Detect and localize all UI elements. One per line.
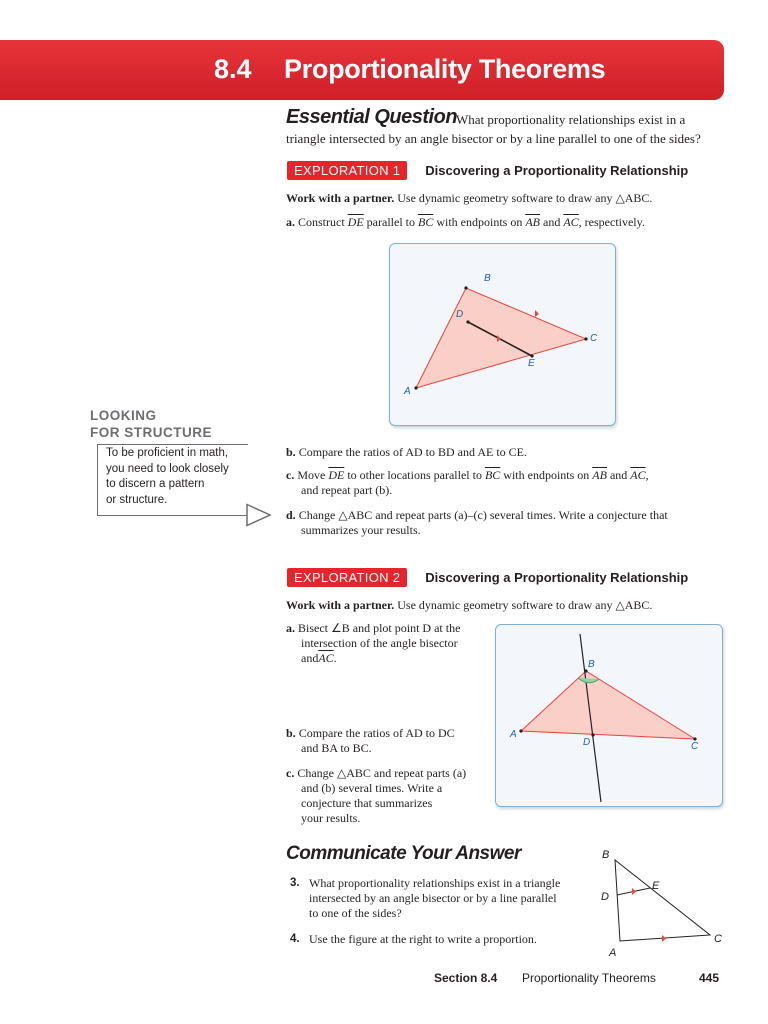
triangle-abc [521,671,695,739]
footer-section: Section 8.4 [434,971,498,985]
text: Compare the ratios of AD to BD and AE to CE. [298,445,527,459]
exploration-2-work [286,598,652,613]
communicate-heading: Communicate Your Answer [286,843,521,864]
segment-de: $\overline{DE}$ [347,215,364,229]
question-4 [290,932,537,947]
text: your results. [301,811,361,825]
callout-arrow-icon [246,503,272,527]
exploration-1-badge: EXPLORATION 1 [287,161,407,180]
text: Use the figure at the right to write a proportion. [309,932,537,946]
text: and [543,215,561,229]
question-number: 3. [290,877,300,889]
work-text: Use dynamic geometry software to draw any △ABC. [397,598,653,612]
section-title: Proportionality Theorems [284,54,606,84]
text: parallel to [366,215,415,229]
looking-for-structure-text [106,446,229,508]
point-d [466,320,469,323]
text-line: To be proficient in math, [106,447,229,459]
label-c: C [714,933,722,945]
segment-ac: $\overline{AC}$ [563,215,579,229]
label-a: A [404,386,411,397]
text: and [301,651,319,665]
label-b: B [602,849,610,861]
question-number: 4. [290,933,300,945]
exploration-2-title: Discovering a Proportionality Relationship [425,570,689,585]
exploration-2-part-b [286,726,455,756]
text: and repeat part (b). [301,483,393,497]
parallel-mark-de [632,888,636,895]
segment-ac: $\overline{AC}$ [630,468,646,482]
point-a [414,386,417,389]
text: to other locations parallel to [347,468,482,482]
text: , respectively. [578,215,645,229]
triangle-abc [615,860,710,941]
point-a [519,729,522,732]
heading-line: LOOKING [90,408,157,423]
point-c [584,337,587,340]
text: , [645,468,649,482]
triangle-diagram-2 [496,625,722,806]
text: and BA to BC. [301,741,372,755]
text: intersection of the angle bisector [301,636,458,650]
label-b: B [588,659,595,670]
text: Construct [298,215,345,229]
exploration-1-header [287,162,688,180]
part-label: a. [286,621,295,635]
page-number: 445 [699,971,720,985]
label-a: A [510,729,517,740]
text-line: to discern a pattern [106,478,205,490]
footer-title: Proportionality Theorems [522,971,656,985]
label-c: C [590,333,598,344]
label-d: D [601,891,609,903]
part-label: b. [286,445,296,459]
text: with endpoints on [503,468,590,482]
text-line: or structure. [106,493,168,506]
exploration-1-part-c [286,468,649,498]
looking-for-structure-heading [90,407,212,441]
work-text: Use dynamic geometry software to draw any △ABC. [397,191,653,205]
text: Change △ABC and repeat parts (a) [297,766,467,780]
segment-de: $\overline{DE}$ [328,468,345,482]
part-label: c. [286,468,295,482]
label-c: C [691,741,699,752]
segment-bc: $\overline{BC}$ [417,215,434,229]
part-label: d. [286,508,296,522]
work-lead: Work with a partner. [286,598,395,612]
exploration-1-part-d [286,508,668,538]
essential-question-text-1: What proportionality relationships exist in a [456,112,686,127]
work-lead: Work with a partner. [286,191,395,205]
text-line: to one of the sides? [309,906,402,920]
essential-question-heading: Essential Question [286,106,458,128]
communicate-figure [592,846,728,958]
part-label: a. [286,215,295,229]
segment-ac: $\overline{AC}$ [318,651,334,665]
essential-question-text-2: triangle intersected by an angle bisector or by a line parallel to one of the sides? [286,131,701,146]
text: summarizes your results. [301,523,421,537]
question-3 [290,876,560,921]
text: and [609,468,628,482]
text: Move [297,468,326,482]
text: Compare the ratios of AD to DC [298,726,455,740]
label-e: E [652,880,660,892]
heading-line: FOR STRUCTURE [90,425,212,440]
text-line: intersected by an angle bisector or by a line parallel [309,891,557,905]
exploration-2-badge: EXPLORATION 2 [287,568,407,587]
label-d: D [583,737,591,748]
exploration-1-title: Discovering a Proportionality Relationship [425,163,689,178]
segment-ab: $\overline{AB}$ [525,215,540,229]
section-number: 8.4 [214,54,252,84]
part-label: c. [286,766,295,780]
triangle-diagram-1 [390,244,615,425]
text: conjecture that summarizes [301,796,433,810]
parallel-mark-ac [662,935,666,942]
exploration-2-header [287,569,688,587]
parallel-mark-bc [535,310,539,317]
exploration-1-work [286,191,652,206]
exploration-2-figure [495,624,723,807]
label-d: D [456,309,464,320]
text: Change △ABC and repeat parts (a)–(c) several times. Write a conjecture that [298,508,668,522]
part-label: b. [286,726,296,740]
segment-ab: $\overline{AB}$ [592,468,607,482]
label-e: E [528,358,535,369]
exploration-1-part-b [286,445,527,460]
point-b [464,286,467,289]
segment-bc: $\overline{BC}$ [484,468,501,482]
exploration-2-part-a [286,621,460,666]
triangle-abc [416,288,586,388]
exploration-2-part-c [286,766,466,826]
text: and (b) several times. Write a [301,781,443,795]
text: . [333,651,337,665]
text-line: you need to look closely [106,462,229,475]
text: with endpoints on [436,215,523,229]
text: Bisect ∠B and plot point D at the [298,621,461,635]
text-line: What proportionality relationships exist in a triangle [309,876,561,890]
label-a: A [609,947,617,958]
label-b: B [484,273,491,284]
exploration-1-figure [389,243,616,426]
exploration-1-part-a [286,215,645,230]
point-d [591,733,594,736]
